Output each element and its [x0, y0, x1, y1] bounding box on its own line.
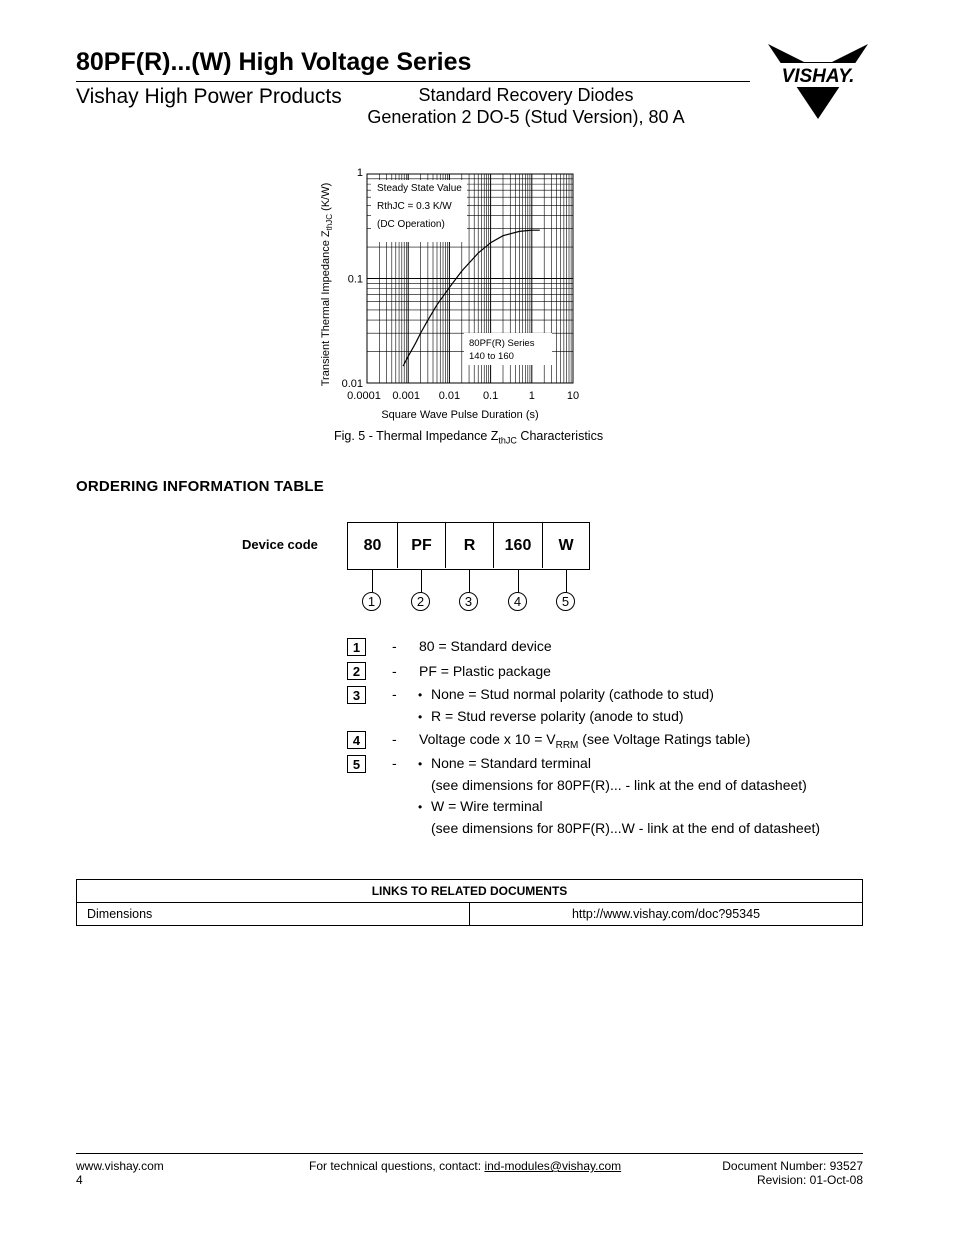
- legend-text-2: PF = Plastic package: [419, 663, 551, 679]
- code-number-4: 4: [508, 592, 527, 611]
- title-divider: [76, 81, 750, 82]
- legend-text-5a: None = Standard terminal: [431, 755, 591, 771]
- legend-text-5b: W = Wire terminal: [431, 798, 543, 814]
- legend-text-1: 80 = Standard device: [419, 638, 552, 654]
- thermal-impedance-chart: [315, 165, 615, 427]
- dimensions-link[interactable]: http://www.vishay.com/doc?95345: [470, 903, 863, 926]
- footer-contact: For technical questions, contact: ind-modules@vishay.com: [309, 1159, 622, 1173]
- series-name-label: 80PF(R) Series: [469, 338, 535, 349]
- y-tick-label: 0.01: [341, 378, 363, 390]
- links-table-header-row: [77, 880, 863, 903]
- code-number-2: 2: [411, 592, 430, 611]
- legend-dash-3: -: [392, 686, 397, 702]
- legend-dash-2: -: [392, 663, 397, 679]
- legend-number-1: 1: [347, 638, 366, 656]
- code-number-3: 3: [459, 592, 478, 611]
- x-tick-label: 0.01: [438, 390, 461, 402]
- legend-dash-1: -: [392, 638, 397, 654]
- figure-caption: Fig. 5 - Thermal Impedance $Z_{thJC}$ Characteristics: [334, 429, 604, 446]
- links-row-label: Dimensions: [77, 903, 470, 926]
- y-tick-labels: [342, 167, 363, 390]
- legend-number-5: 5: [347, 755, 366, 773]
- legend-text-3a: None = Stud normal polarity (cathode to stud): [431, 686, 714, 702]
- links-table: [76, 879, 863, 926]
- x-tick-label: 10: [566, 390, 580, 402]
- x-tick-label: 0.0001: [347, 390, 381, 402]
- footer-website-link[interactable]: www.vishay.com: [76, 1159, 164, 1173]
- x-tick-label: 0.1: [482, 390, 499, 402]
- code-connector-4: [518, 570, 519, 592]
- device-code-label: Device code: [242, 537, 318, 552]
- y-axis-label: Transient Thermal Impedance $Z_{thJC}$ (K/W): [320, 182, 334, 387]
- code-number-1: 1: [362, 592, 381, 611]
- series-range-label: 140 to 160: [469, 351, 514, 362]
- rthjc-label: RthJC = 0.3 K/W: [377, 201, 452, 212]
- legend-dash-5: -: [392, 755, 397, 771]
- legend-dash-4: -: [392, 731, 397, 747]
- vishay-logo: [768, 44, 868, 120]
- page-title: 80PF(R)...(W) High Voltage Series: [76, 48, 472, 76]
- code-part-3: R: [446, 523, 494, 568]
- links-table-heading: LINKS TO RELATED DOCUMENTS: [77, 880, 863, 903]
- legend-note-5b: (see dimensions for 80PF(R)...W - link at the end of datasheet): [431, 820, 821, 836]
- legend-text-4: Voltage code x $10 = V_{RRM}$ (see Voltage Ratings table): [419, 731, 751, 751]
- footer-doc-number: Document Number: 93527: [722, 1159, 863, 1173]
- code-connector-1: [372, 570, 373, 592]
- logo-text: VISHAY.: [781, 66, 855, 87]
- y-tick-label: 0.1: [347, 273, 363, 286]
- footer-email-link[interactable]: ind-modules@vishay.com: [484, 1159, 622, 1173]
- footer-revision: Revision: 01-Oct-08: [756, 1173, 863, 1187]
- code-part-4: 160: [494, 523, 543, 568]
- ordering-heading: ORDERING INFORMATION TABLE: [76, 478, 324, 495]
- legend-bullet-3b: •: [418, 710, 423, 724]
- legend-text-3b: R = Stud reverse polarity (anode to stud): [431, 708, 684, 724]
- x-tick-labels: [347, 390, 579, 402]
- y-tick-label: 1: [356, 167, 363, 179]
- code-part-1: 80: [348, 523, 398, 568]
- legend-bullet-3a: •: [418, 688, 423, 702]
- code-number-5: 5: [556, 592, 575, 611]
- code-part-5: W: [558, 536, 574, 554]
- x-axis-label: Square Wave Pulse Duration (s): [381, 409, 539, 421]
- footer-page-number: 4: [76, 1173, 83, 1187]
- legend-number-2: 2: [347, 662, 366, 680]
- table-row: [77, 903, 863, 926]
- code-connector-5: [566, 570, 567, 592]
- legend-bullet-5b: •: [418, 800, 423, 814]
- x-tick-label: 0.001: [392, 390, 420, 402]
- steady-state-label: Steady State Value: [377, 183, 462, 194]
- code-part-2: PF: [398, 523, 446, 568]
- dc-operation-label: (DC Operation): [377, 219, 445, 230]
- product-line-1: Standard Recovery Diodes: [418, 85, 634, 105]
- footer-divider: [76, 1153, 863, 1154]
- legend-note-5a: (see dimensions for 80PF(R)... - link at the end of datasheet): [431, 777, 807, 793]
- product-line-2: Generation 2 DO-5 (Stud Version), 80 A: [367, 107, 685, 127]
- brand-name: Vishay High Power Products: [76, 85, 342, 108]
- code-connector-3: [469, 570, 470, 592]
- x-tick-label: 1: [528, 390, 535, 402]
- legend-number-3: 3: [347, 686, 366, 704]
- legend-bullet-5a: •: [418, 757, 423, 771]
- device-code-box: [347, 522, 590, 570]
- legend-number-4: 4: [347, 731, 366, 749]
- code-connector-2: [421, 570, 422, 592]
